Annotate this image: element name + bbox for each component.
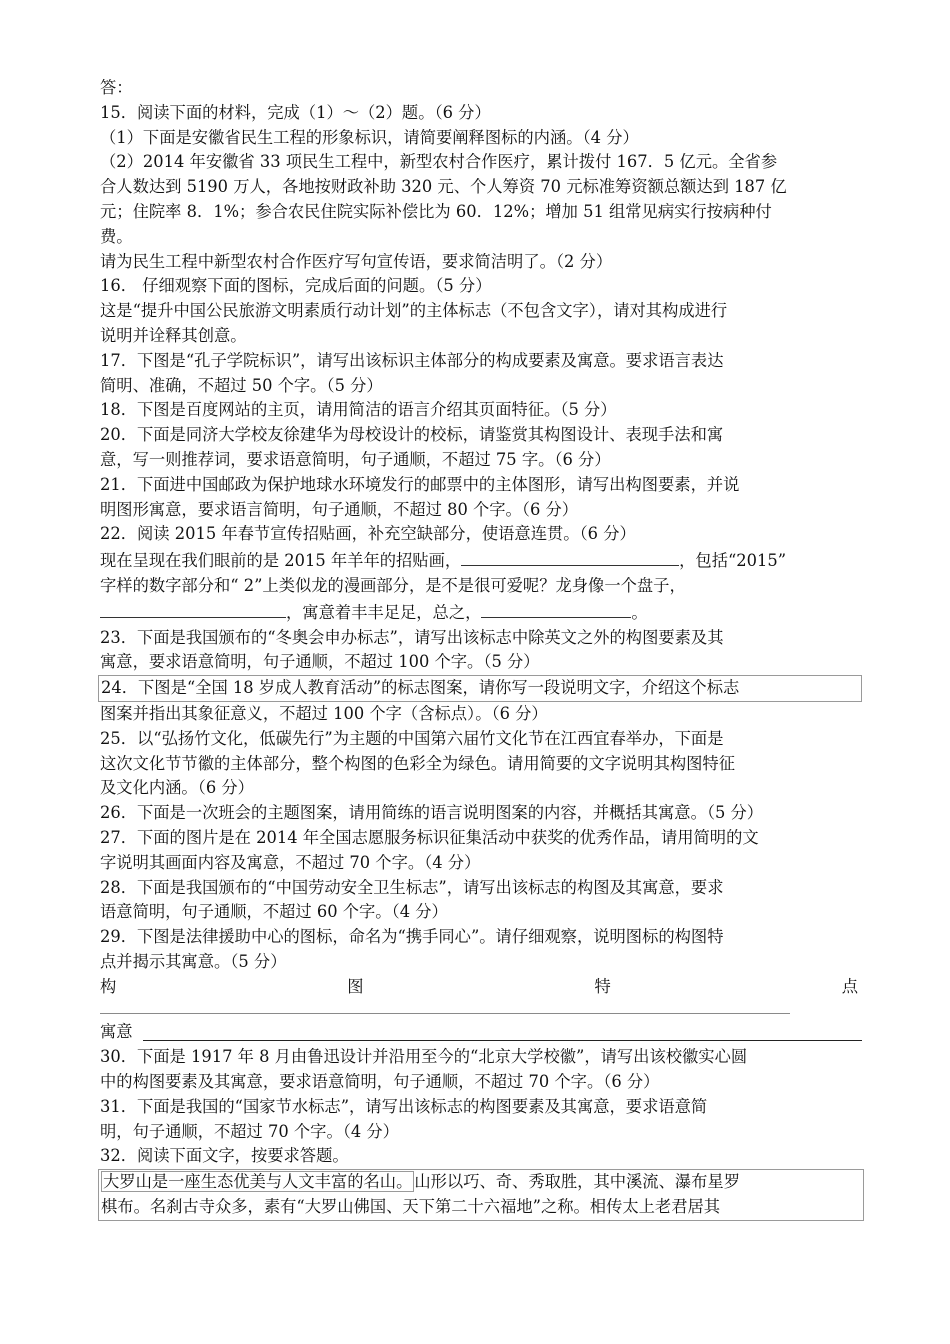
fill-blank-3[interactable] (481, 599, 631, 618)
passage-line-2: 棋布。名刹古寺众多，素有“大罗山佛国、天下第二十六福地”之称。相传太上老君居其 (101, 1197, 721, 1217)
question-23-line-2: 寓意，要求语意简明，句子通顺，不超过 100 个字。（5 分） (100, 652, 540, 672)
passage-sentence-1: 大罗山是一座生态优美与人文丰富的名山。 (103, 1172, 413, 1192)
question-22-line-2: 字样的数字部分和“ 2”上类似龙的漫画部分，是不是很可爱呢？龙身像一个盘子， (100, 575, 686, 595)
question-22-line-1 (100, 547, 862, 574)
question-17-line-1: 17．下图是“孔子学院标识”，请写出该标识主体部分的构成要素及寓意。要求语言表达 (100, 350, 724, 370)
question-29-line-1: 29．下图是法律援助中心的图标，命名为“携手同心”。请仔细观察，说明图标的构图特 (100, 927, 724, 947)
question-23-line-1: 23．下面是我国颁布的“冬奥会申办标志”，请写出该标志中除英文之外的构图要素及其 (100, 627, 724, 647)
spread-char: 点 (841, 976, 858, 996)
question-16-line-2: 说明并诠释其创意。 (100, 325, 247, 345)
question-24-number: 24． (101, 678, 138, 698)
question-31-line-2: 明，句子通顺，不超过 70 个字。（4 分） (100, 1121, 399, 1141)
question-28-line-2: 语意简明，句子通顺，不超过 60 个字。（4 分） (100, 902, 448, 922)
question-21-line-2: 明图形寓意，要求语言简明，句子通顺，不超过 80 个字。（6 分） (100, 499, 579, 519)
question-16-title: 16． 仔细观察下面的图标，完成后面的问题。（5 分） (100, 276, 492, 296)
question-24-text: 下图是“全国 18 岁成人教育活动”的标志图案，请你写一段说明文字，介绍这个标志 (138, 678, 740, 698)
document-page (100, 76, 862, 1221)
question-15-part-2-line-1: （2）2014 年安徽省 33 项民生工程中，新型农村合作医疗，累计拨付 167．5 亿元。全省参 (100, 152, 778, 172)
spread-char: 图 (347, 976, 364, 996)
question-25-line-2: 这次文化节节徽的主体部分，整个构图的色彩全为绿色。请用简要的文字说明其构图特征 (100, 753, 735, 773)
answer-label: 答： (100, 78, 133, 97)
question-17-line-2: 简明、准确，不超过 50 个字。（5 分） (100, 375, 383, 395)
meaning-row (100, 1020, 862, 1045)
question-15-part-2-line-4: 费。 (100, 226, 133, 246)
question-22-text-a: 现在呈现在我们眼前的是 2015 年羊年的招贴画， (100, 551, 462, 571)
question-21-line-1: 21．下面进中国邮政为保护地球水环境发行的邮票中的主体图形，请写出构图要素，并说 (100, 474, 740, 494)
passage-sentence-2: 山形以巧、奇、秀取胜，其中溪流、瀑布星罗 (414, 1172, 740, 1192)
question-26: 26．下面是一次班会的主题图案，请用简练的语言说明图案的内容，并概括其寓意。（5 分） (100, 803, 764, 823)
spread-char: 构 (100, 976, 117, 996)
question-25-line-1: 25．以“弘扬竹文化，低碳先行”为主题的中国第六届竹文化节在江西宜春举办，下面是 (100, 728, 724, 748)
question-25-line-3: 及文化内涵。（6 分） (100, 778, 254, 798)
answer-line-meaning[interactable] (143, 1022, 862, 1041)
spread-char: 特 (594, 976, 611, 996)
question-31-line-1: 31．下面是我国的“国家节水标志”，请写出该标志的构图要素及其寓意，要求语意简 (100, 1096, 708, 1116)
question-28-line-1: 28．下面是我国颁布的“中国劳动安全卫生标志”，请写出该标志的构图及其寓意，要求 (100, 877, 724, 897)
composition-label-spread (100, 975, 862, 1000)
question-30-line-2: 中的构图要素及其寓意，要求语意简明，句子通顺，不超过 70 个字。（6 分） (100, 1072, 660, 1092)
question-15-part-2-line-2: 合人数达到 5190 万人，各地按财政补助 320 元、个人筹资 70 元标准筹资额总额达到 187 亿 (100, 177, 787, 197)
question-24-line-1 (98, 675, 862, 702)
meaning-label: 寓意 (100, 1022, 133, 1042)
question-15-title: 15．阅读下面的材料，完成（1）～（2）题。（6 分） (100, 102, 491, 122)
question-15-part-2-line-3: 元；住院率 8．1%；参合农民住院实际补偿比为 60．12%；增加 51 组常见病实行按病种付 (100, 201, 772, 221)
fill-blank-2[interactable] (100, 599, 286, 618)
question-30-line-1: 30．下面是 1917 年 8 月由鲁迅设计并沿用至今的“北京大学校徽”，请写出该校徽实心圆 (100, 1047, 748, 1067)
question-20-line-2: 意，写一则推荐词，要求语意简明，句子通顺，不超过 75 字。（6 分） (100, 449, 611, 469)
question-22-text-b: ，包括“2015” (679, 551, 787, 571)
question-18: 18．下图是百度网站的主页，请用简洁的语言介绍其页面特征。（5 分） (100, 400, 617, 420)
question-29-line-2: 点并揭示其寓意。（5 分） (100, 951, 287, 971)
question-22-text-c: ，寓意着丰丰足足，总之， (286, 602, 482, 622)
question-20-line-1: 20．下面是同济大学校友徐建华为母校设计的校标，请鉴赏其构图设计、表现手法和寓 (100, 425, 724, 445)
fill-blank-1[interactable] (461, 547, 679, 566)
question-15-part-2-task: 请为民生工程中新型农村合作医疗写句宣传语，要求简洁明了。（2 分） (100, 251, 613, 271)
question-22-title: 22．阅读 2015 年春节宣传招贴画，补充空缺部分，使语意连贯。（6 分） (100, 524, 636, 544)
passage-line-1 (101, 1170, 863, 1195)
question-22-text-d: 。 (631, 602, 648, 622)
answer-line-composition[interactable] (100, 999, 790, 1014)
question-15-part-1: （1）下面是安徽省民生工程的形象标识，请简要阐释图标的内涵。（4 分） (100, 127, 639, 147)
passage-box (98, 1169, 864, 1221)
question-22-line-3 (100, 599, 862, 626)
question-27-line-1: 27．下面的图片是在 2014 年全国志愿服务标识征集活动中获奖的优秀作品，请用简明的文 (100, 827, 759, 847)
question-24-line-2: 图案并指出其象征意义，不超过 100 个字（含标点）。（6 分） (100, 703, 548, 723)
question-32-title: 32．阅读下面文字，按要求答题。 (100, 1146, 349, 1166)
question-27-line-2: 字说明其画面内容及寓意，不超过 70 个字。（4 分） (100, 852, 481, 872)
question-16-line-1: 这是“提升中国公民旅游文明素质行动计划”的主体标志（不包含文字），请对其构成进行 (100, 301, 728, 321)
